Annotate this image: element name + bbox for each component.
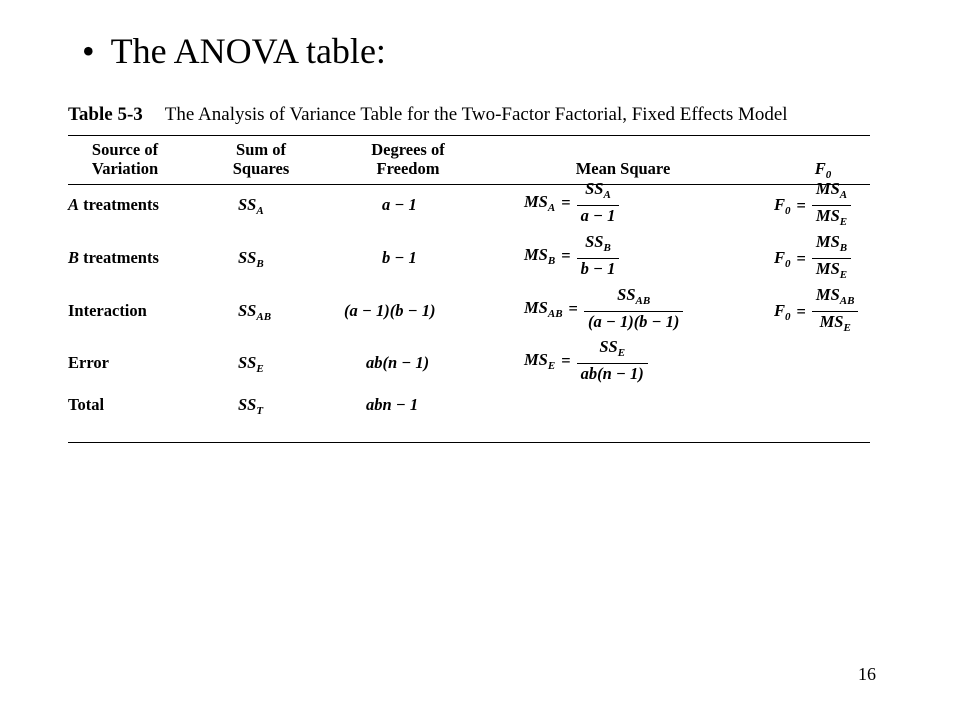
bottom-rule (68, 442, 870, 443)
row-interaction-df: (a − 1)(b − 1) (344, 301, 436, 320)
row-interaction-ms-formula: $MS_{AB}$ = $\frac{SS_{AB}}{(a - 1)(b - 1)}$ (524, 285, 683, 332)
row-interaction-source: Interaction (68, 301, 147, 320)
row-a-ss: $SS_A$ (238, 195, 264, 217)
row-total-source: Total (68, 395, 105, 414)
row-total-ss: $SS_T$ (238, 395, 264, 417)
row-error-source: Error (68, 353, 109, 372)
table-number: Table 5-3 (68, 104, 143, 125)
heading-text: The ANOVA table: (110, 31, 386, 71)
table-body (68, 179, 870, 442)
table-title: The Analysis of Variance Table for the Two-Factor Factorial, Fixed Effects Model (164, 104, 788, 125)
bullet-point: • (82, 31, 95, 71)
row-a-df: a − 1 (382, 195, 417, 214)
row-error-ss: $SS_E$ (238, 353, 264, 375)
header-sum-of-squares: Sum of Squares (232, 140, 290, 178)
row-interaction-ss: $SS_{AB}$ (238, 301, 272, 323)
row-interaction-f-formula: $F_0$ = $\frac{MS_{AB}}{MS_E}$ (774, 285, 858, 338)
row-b-ss: $SS_B$ (238, 248, 264, 270)
row-error-df: ab(n − 1) (366, 353, 430, 372)
row-total-df: abn − 1 (366, 395, 419, 414)
row-a-ms-formula: $MS_A$ = $\frac{SS_A}{a - 1}$ (524, 179, 619, 226)
anova-table (68, 104, 870, 443)
row-b-df: b − 1 (382, 248, 417, 267)
header-mean-square: Mean Square (575, 159, 671, 178)
row-a-source: A treatments (68, 195, 159, 214)
header-f0: $F_0$ (814, 159, 832, 181)
slide-heading (82, 30, 386, 72)
header-source: Source of Variation (91, 140, 159, 178)
row-b-source: B treatments (68, 248, 159, 267)
row-b-f-formula: $F_0$ = $\frac{MS_B}{MS_E}$ (774, 232, 851, 285)
table-header (68, 136, 870, 184)
header-degrees-of-freedom: Degrees of Freedom (371, 140, 445, 178)
row-b-ms-formula: $MS_B$ = $\frac{SS_B}{b - 1}$ (524, 232, 619, 279)
table-caption (68, 104, 870, 126)
row-a-f-formula: $F_0$ = $\frac{MS_A}{MS_E}$ (774, 179, 851, 232)
row-error-ms-formula: $MS_E$ = $\frac{SS_E}{ab(n - 1)}$ (524, 337, 648, 384)
page-number: 16 (858, 664, 876, 684)
